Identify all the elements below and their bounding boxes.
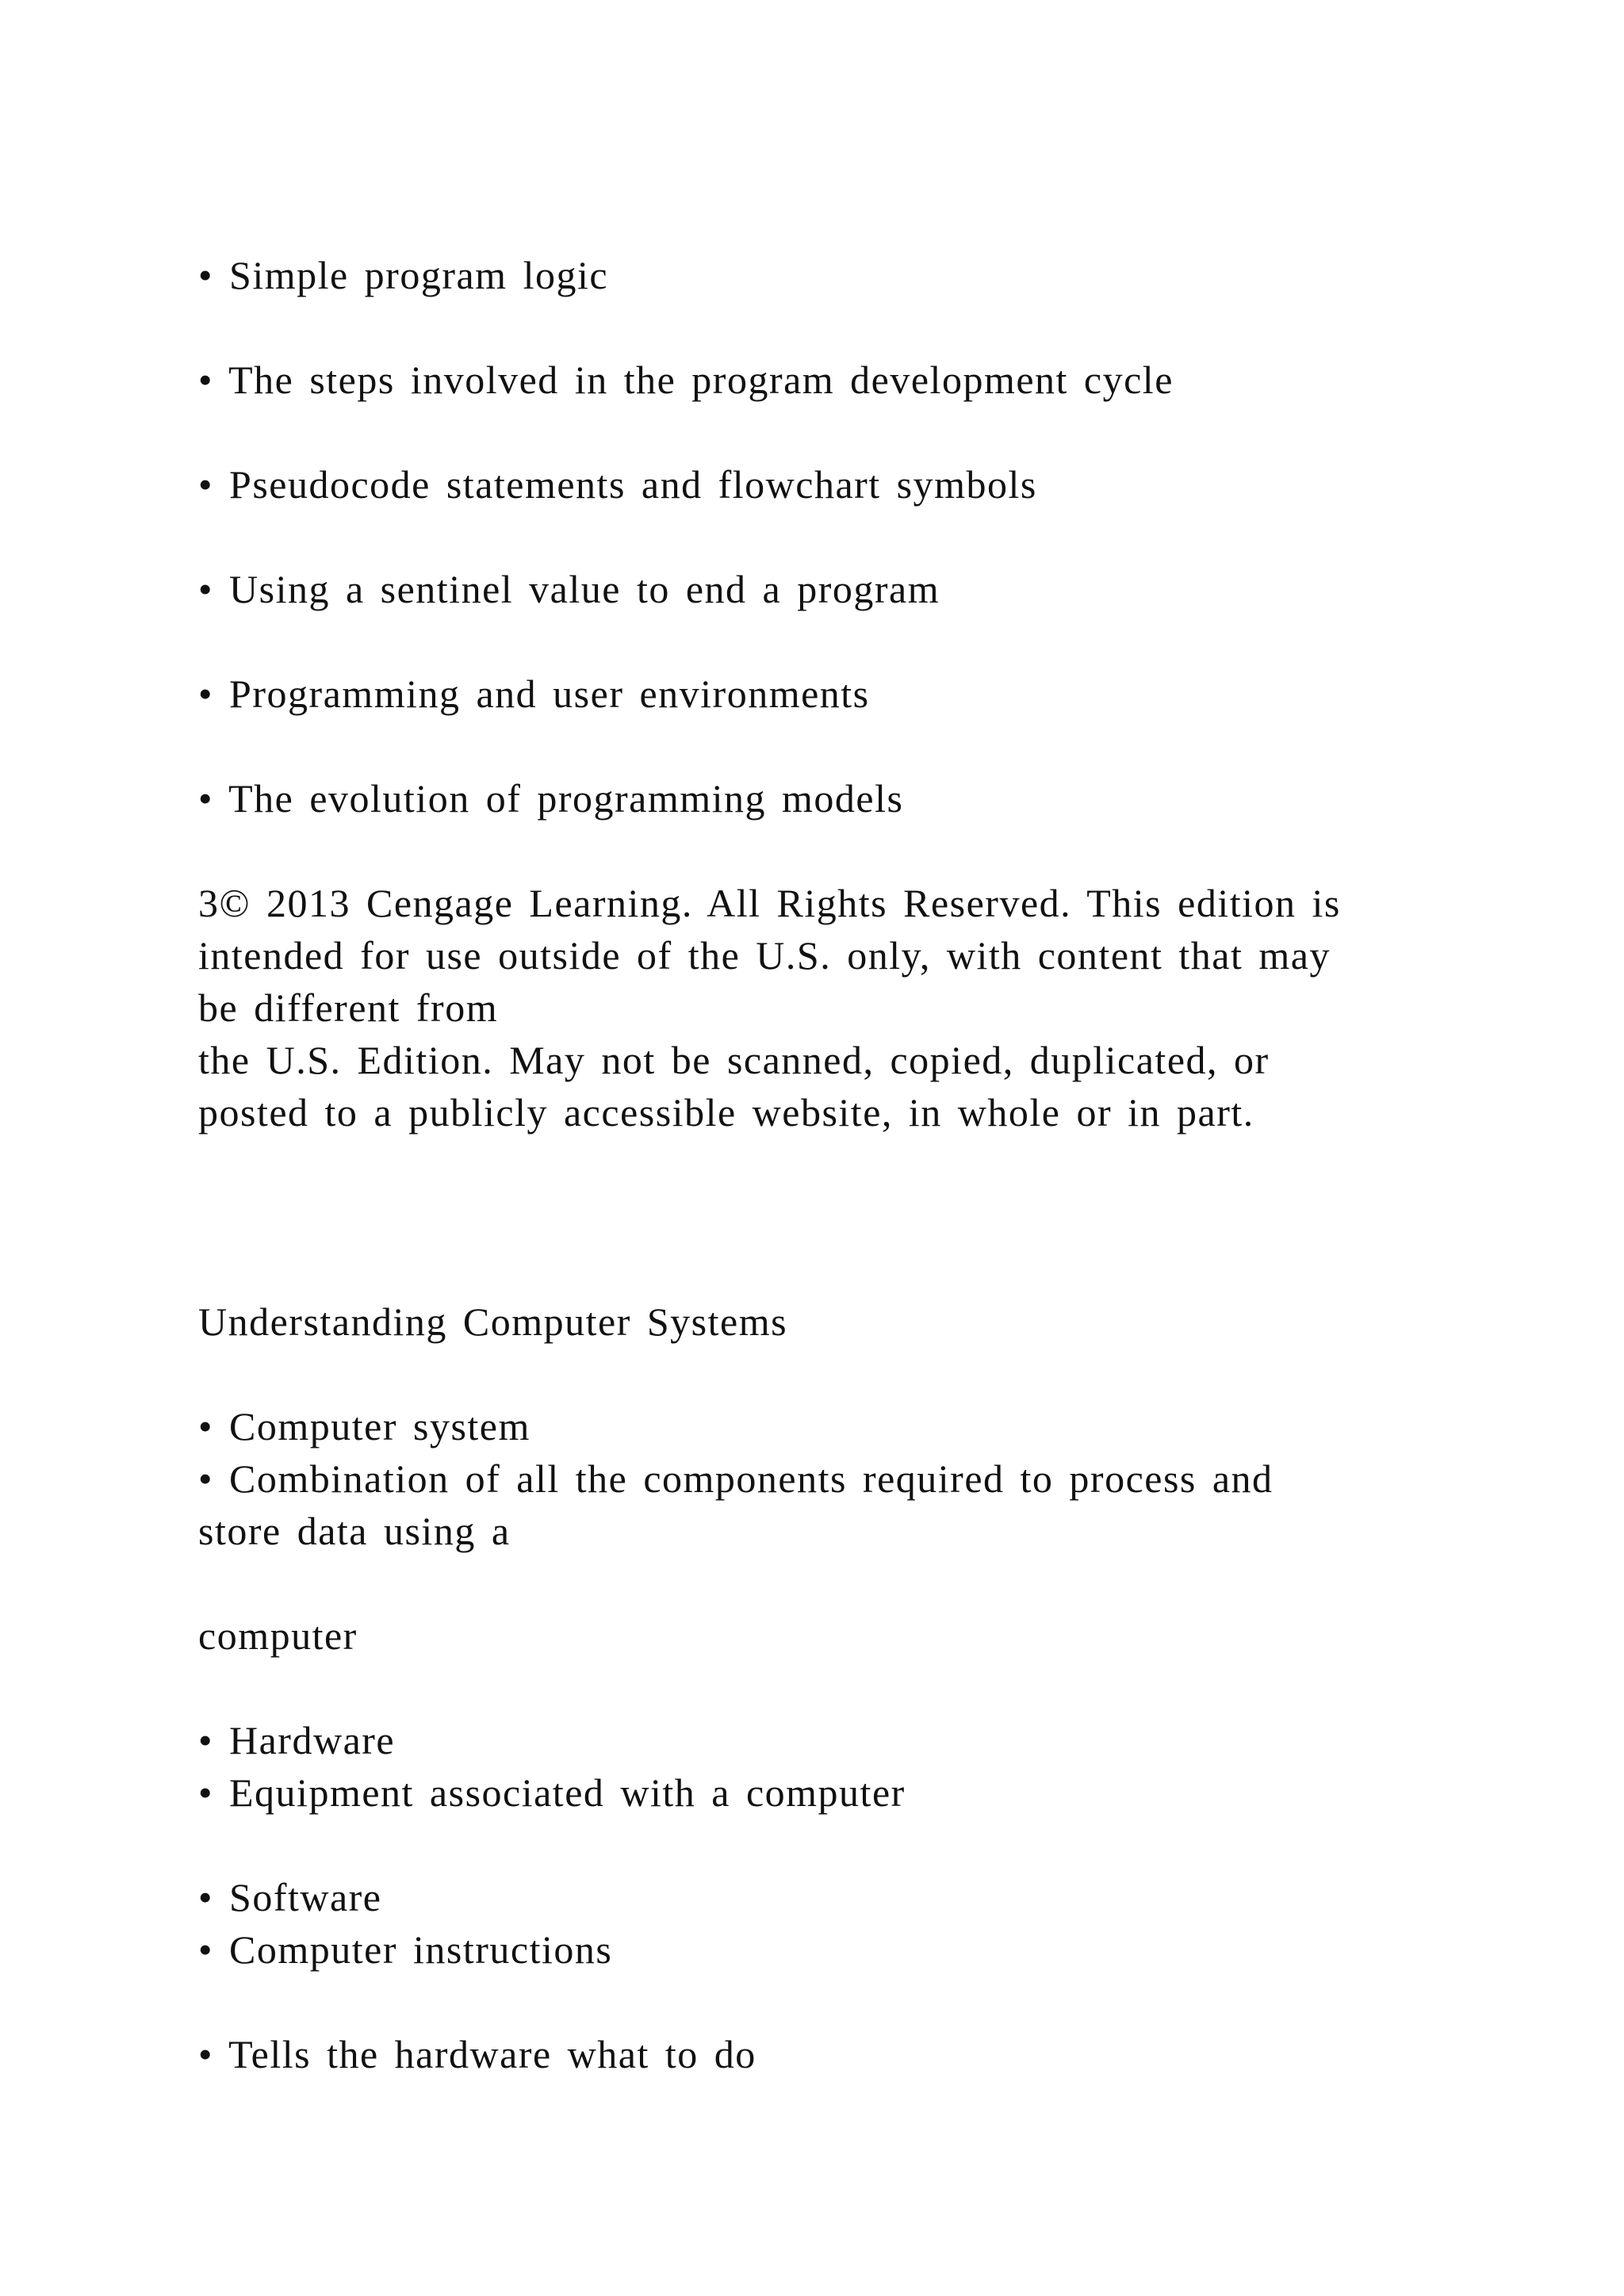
section-line: • Computer instructions [198,1927,613,1972]
copyright-line: 3© 2013 Cengage Learning. All Rights Reserved. This edition is [198,881,1341,925]
section-line: • Hardware [198,1718,396,1762]
bullet-item: • Using a sentinel value to end a program [198,567,940,611]
bullet-item: • Simple program logic [198,253,609,297]
copyright-line: the U.S. Edition. May not be scanned, copied, duplicated, or [198,1038,1270,1082]
copyright-line: intended for use outside of the U.S. only, with content that may [198,933,1331,978]
copyright-line: posted to a publicly accessible website, in whole or in part. [198,1090,1254,1135]
bullet-item: • The evolution of programming models [198,776,904,821]
bullet-item: • The steps involved in the program development cycle [198,358,1174,402]
section-line: • Tells the hardware what to do [198,2032,756,2076]
section-line: computer [198,1613,358,1658]
section-line: store data using a [198,1509,511,1553]
bullet-item: • Pseudocode statements and flowchart symbols [198,462,1037,507]
section-line: • Equipment associated with a computer [198,1770,906,1815]
section-line: • Combination of all the components required to process and [198,1456,1274,1501]
copyright-line: be different from [198,985,499,1030]
section-line: • Computer system [198,1404,530,1448]
bullet-item: • Programming and user environments [198,672,870,716]
section-heading: Understanding Computer Systems [198,1299,788,1344]
section-line: • Software [198,1875,382,1919]
